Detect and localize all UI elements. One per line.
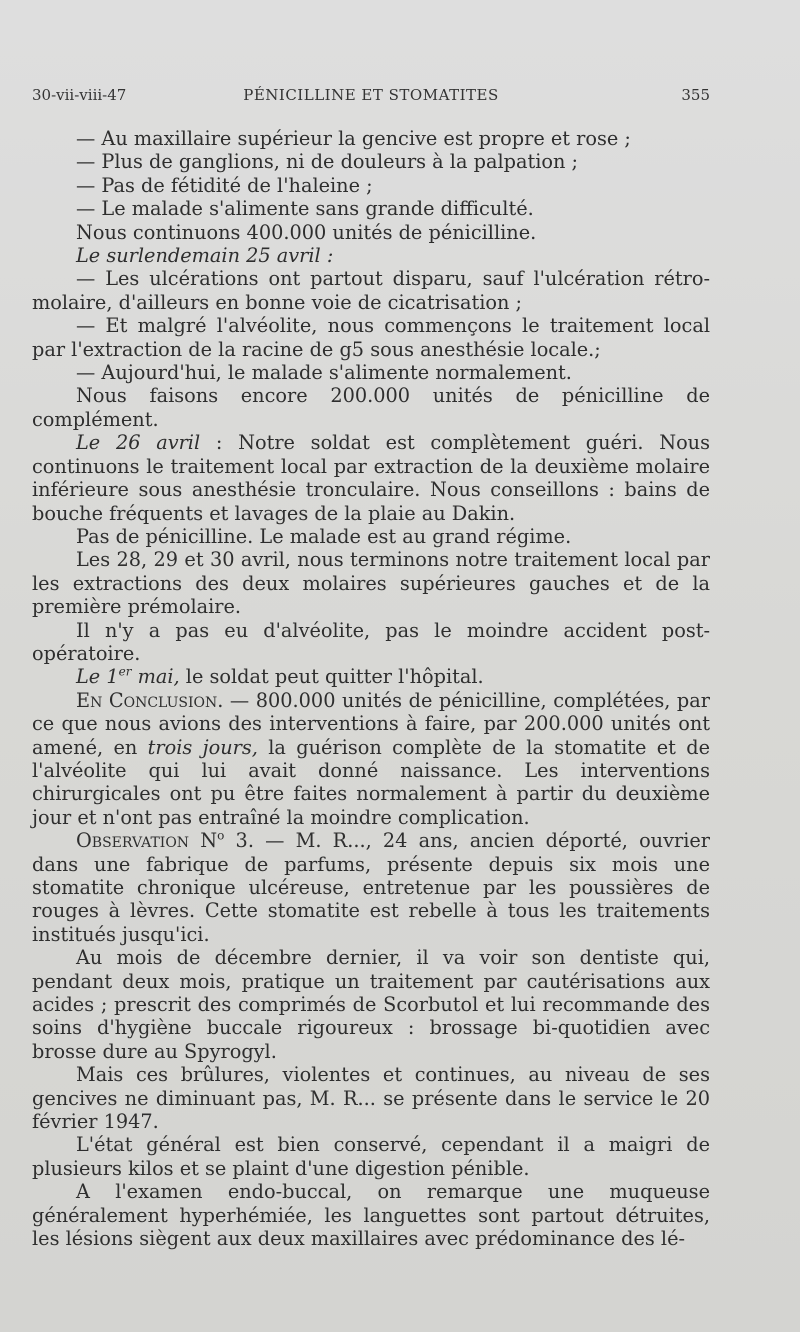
paragraph-text: la guérison complète de la stomatite et de l'alvéolite qui lui avait donné naissance. Les interventions chirurgicales ont pu être faites normalement à partir du deuxième jour et n'ont pas entraîné la moindre complication. — [32, 735, 711, 829]
text-line: Pas de pénicilline. Le malade est au grand régime. — [76, 524, 572, 548]
paragraph: A l'examen endo-buccal, on remarque une muqueuse généralement hyperhémiée, les languettes sont partout détruites, les lésions siègent aux deux maxillaires avec prédominance des lé- — [32, 1180, 710, 1251]
ordinal-superscript: er — [118, 664, 132, 679]
paragraph-text: : Notre soldat est complètement guéri. Nous continuons le traitement local par extraction de la deuxième molaire inférieure sous anesthésie tronculaire. Nous conseillons : bains de bouche fréquents et lavages de la plaie au Dakin. — [32, 431, 710, 525]
text-line: — Au maxillaire supérieur la gencive est propre et rose ; — [76, 127, 631, 150]
section-lead: En Conclusion. — [76, 688, 224, 712]
number-superscript: o — [217, 828, 225, 843]
emphasis: trois jours, — [147, 735, 258, 759]
section-lead: Observation N — [76, 829, 218, 853]
text-line: — Aujourd'hui, le malade s'alimente normalement. — [76, 361, 572, 385]
header-title: PÉNICILLINE ET STOMATITES — [243, 86, 499, 104]
text-line: — Pas de fétidité de l'haleine ; — [76, 173, 373, 197]
date-lead: Le 1 — [76, 665, 119, 689]
running-header — [32, 86, 710, 114]
paragraph-text: le soldat peut quitter l'hôpital. — [179, 665, 484, 689]
page-number: 355 — [681, 86, 710, 104]
paragraph: — Et malgré l'alvéolite, nous commençons le traitement local par l'extraction de la racine de g5 sous anesthésie locale.; — [32, 314, 710, 361]
date-lead: mai, — [131, 665, 180, 689]
paragraph: Mais ces brûlures, violentes et continues, au niveau de ses gencives ne diminuant pas, M. R... se présente dans le service le 20 février 1947. — [32, 1063, 710, 1134]
paragraph: Les 28, 29 et 30 avril, nous terminons notre traitement local par les extractions des deux molaires supérieures gauches et de la première prémolaire. — [32, 548, 710, 619]
text-line: Nous continuons 400.000 unités de pénicilline. — [76, 220, 537, 244]
paragraph-text: 3. — M. R..., 24 ans, ancien déporté, ouvrier dans une fabrique de parfums, présente depuis six mois une stomatite chronique ulcéreuse, entretenue par les poussières de rouges à lèvres. Cette stomatite est rebelle à tous les traitements institués jusqu'ici. — [32, 829, 710, 946]
paragraph — [32, 431, 710, 525]
header-date: 30-vii-viii-47 — [32, 86, 127, 104]
text-line: — Le malade s'alimente sans grande difficulté. — [76, 197, 534, 221]
body-text — [32, 127, 710, 1251]
paragraph: Il n'y a pas eu d'alvéolite, pas le moindre accident post-opératoire. — [32, 618, 710, 665]
paragraph: — Les ulcérations ont partout disparu, sauf l'ulcération rétro-molaire, d'ailleurs en bonne voie de cicatrisation ; — [32, 267, 710, 314]
date-lead: Le 26 avril — [76, 431, 201, 455]
paragraph: Nous faisons encore 200.000 unités de pénicilline de complément. — [32, 384, 710, 431]
text-line: — Plus de ganglions, ni de douleurs à la palpation ; — [76, 150, 579, 174]
date-subheading: Le surlendemain 25 avril : — [76, 244, 334, 268]
paragraph: L'état général est bien conservé, cependant il a maigri de plusieurs kilos et se plaint d'une digestion pénible. — [32, 1133, 710, 1180]
paragraph — [32, 665, 710, 688]
paragraph: Au mois de décembre dernier, il va voir son dentiste qui, pendant deux mois, pratique un traitement par cautérisations aux acides ; prescrit des comprimés de Scorbutol et lui recommande des soins d'hygiène buccale rigoureux : brossage bi-quotidien avec brosse dure au Spyrogyl. — [32, 946, 710, 1063]
paragraph-text: — 800.000 unités de pénicilline, complétées, par ce que nous avions des interventions à faire, par 200.000 unités ont amené, en — [32, 688, 710, 759]
paragraph — [32, 689, 710, 829]
paragraph — [32, 829, 710, 946]
